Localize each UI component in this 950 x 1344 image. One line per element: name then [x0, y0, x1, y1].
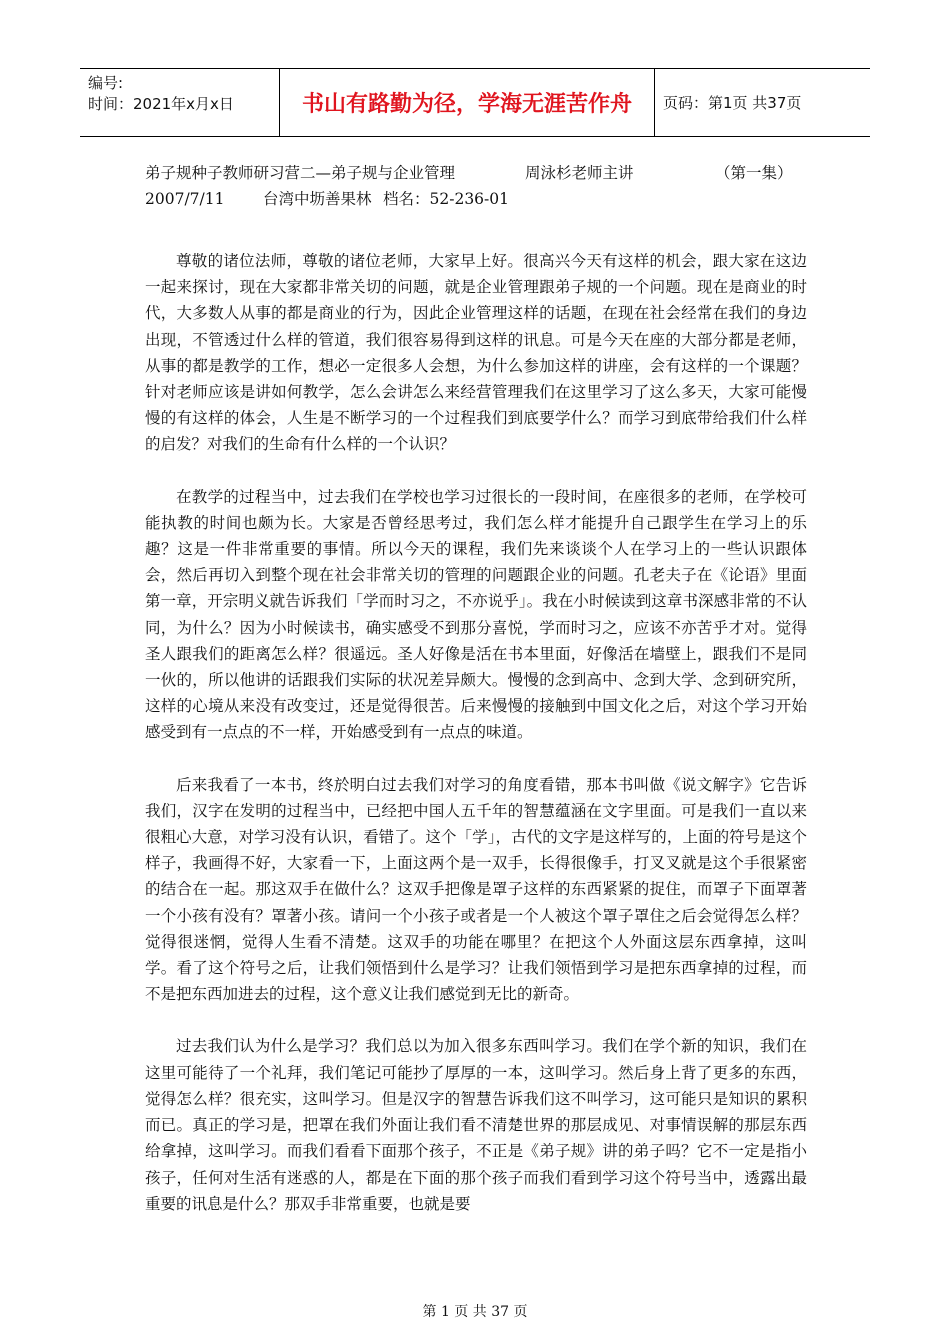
episode: （第一集）: [715, 164, 793, 182]
document-number: 编号:: [88, 74, 124, 92]
header-page-info: 页码：第1页 共37页: [663, 94, 802, 112]
page-footer: 第 1 页 共 37 页: [422, 1304, 528, 1320]
header-meta: [80, 69, 280, 136]
lecture-date: 2007/7/11: [145, 190, 225, 208]
lecture-title: 弟子规种子教师研习营二—弟子规与企业管理: [145, 164, 456, 182]
paragraph: 在教学的过程当中，过去我们在学校也学习过很长的一段时间，在座很多的老师，在学校可能执教的时间也颇为长。大家是否曾经思考过，我们怎么样才能提升自己跟学生在学习上的乐趣？这是一件非常重要的事情。所以今天的课程，我们先来谈谈个人在学习上的一些认识跟体会，然后再切入到整个现在社会非常关切的管理的问题跟企业的问题。孔老夫子在《论语》里面第一章，开宗明义就告诉我们「学而时习之，不亦说乎」。我在小时候读到这章书深感非常的不认同，为什么？因为小时候读书，确实感受不到那分喜悦，学而时习之，应该不亦苦乎才对。觉得圣人跟我们的距离怎么样？很遥远。圣人好像是活在书本里面，好像活在墙壁上，跟我们不是同一伙的，所以他讲的话跟我们实际的状况差异颇大。慢慢的念到高中、念到大学、念到研究所，这样的心境从来没有改变过，还是觉得很苦。后来慢慢的接触到中国文化之后，对这个学习开始感受到有一点点的不一样，开始感受到有一点点的味道。: [145, 487, 807, 742]
document-body: [145, 160, 807, 1217]
lecture-place: 台湾中坜善果林: [263, 190, 372, 208]
paragraph: 尊敬的诸位法师，尊敬的诸位老师，大家早上好。很高兴今天有这样的机会，跟大家在这边一起来探讨，现在大家都非常关切的问题，就是企业管理跟弟子规的一个问题。现在是商业的时代，大多数人从事的都是商业的行为，因此企业管理这样的话题，在现在社会经常在我们的身边出现，不管透过什么样的管道，我们很容易得到这样的讯息。可是今天在座的大部分都是老师，从事的都是教学的工作，想必一定很多人会想，为什么参加这样的讲座，会有这样的一个课题？针对老师应该是讲如何教学，怎么会讲怎么来经营管理我们在这里学习了这么多天，大家可能慢慢的有这样的体会，人生是不断学习的一个过程我们到底要学什么？而学习到底带给我们什么样的启发？对我们的生命有什么样的一个认识？: [145, 252, 807, 454]
document-date: 时间：2021年x月x日: [88, 95, 234, 113]
paragraph: 过去我们认为什么是学习？我们总以为加入很多东西叫学习。我们在学个新的知识，我们在这里可能待了一个礼拜，我们笔记可能抄了厚厚的一本，这叫学习。然后身上背了更多的东西，觉得怎么样？很充实，这叫学习。但是汉字的智慧告诉我们这不叫学习，这可能只是知识的累积而已。真正的学习是，把罩在我们外面让我们看不清楚世界的那层成见、对事情误解的那层东西给拿掉，这叫学习。而我们看看下面那个孩子，不正是《弟子规》讲的弟子吗？它不一定是指小孩子，任何对生活有迷惑的人，都是在下面的那个孩子而我们看到学习这个符号当中，透露出最重要的讯息是什么？那双手非常重要，也就是要: [145, 1037, 807, 1213]
title-line-1: [145, 160, 807, 186]
file-number: 档名：52-236-01: [383, 190, 510, 208]
lecturer: 周泳杉老师主讲: [525, 164, 634, 182]
header-table: [80, 68, 870, 137]
paragraph: 后来我看了一本书，终於明白过去我们对学习的角度看错，那本书叫做《说文解字》它告诉我们，汉字在发明的过程当中，已经把中国人五千年的智慧蕴涵在文字里面。可是我们一直以来很粗心大意，对学习没有认识，看错了。这个「学」，古代的文字是这样写的，上面的符号是这个样子，我画得不好，大家看一下，上面这两个是一双手，长得很像手，打叉叉就是这个手很紧密的结合在一起。那这双手在做什么？这双手把像是罩子这样的东西紧紧的捉住，而罩子下面罩著一个小孩有没有？罩著小孩。请问一个小孩子或者是一个人被这个罩子罩住之后会觉得怎么样？觉得很迷惘，觉得人生看不清楚。这双手的功能在哪里？在把这个人外面这层东西拿掉，这叫学。看了这个符号之后，让我们领悟到什么是学习？让我们领悟到学习是把东西拿掉的过程，而不是把东西加进去的过程，这个意义让我们感觉到无比的新奇。: [145, 775, 807, 1004]
title-line-2: [145, 186, 807, 212]
header-motto: 书山有路勤为径，学海无涯苦作舟: [280, 69, 655, 136]
